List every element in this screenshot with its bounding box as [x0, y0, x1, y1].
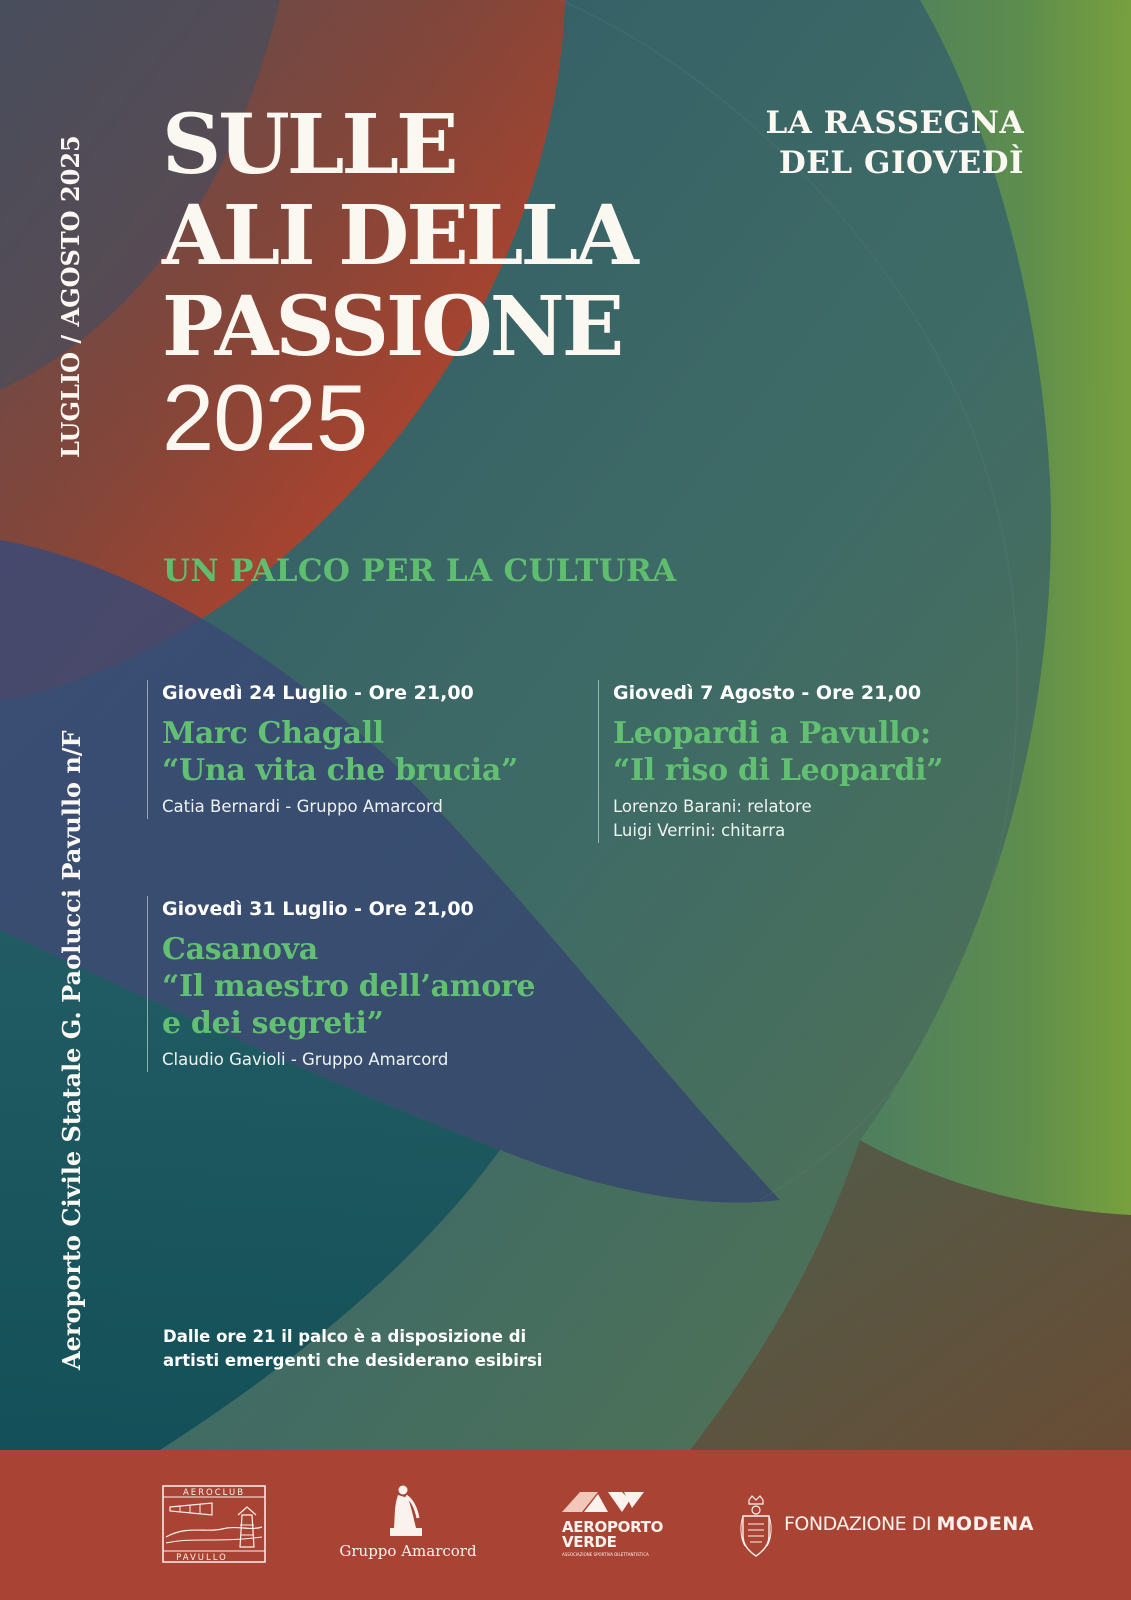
aeroverde-line: VERDE: [562, 1533, 617, 1551]
aeroporto-verde-logo: [562, 1488, 672, 1566]
fondazione-di-modena-logo: [738, 1494, 1038, 1560]
fondazione-prefix: FONDAZIONE DI: [784, 1513, 931, 1535]
aeroclub-bottom-text: PAVULLO: [176, 1553, 228, 1563]
fondazione-label: [784, 1513, 1034, 1535]
aeroclub-top-text: AEROCLUB: [182, 1488, 246, 1498]
event-card: [147, 680, 518, 819]
poster-year: 2025: [162, 365, 368, 470]
rassegna-label: [765, 103, 1024, 183]
event-title-line: Leopardi a Pavullo:: [613, 716, 931, 751]
event-person: Luigi Verrini: chitarra: [613, 821, 786, 840]
aeroclub-pavullo-logo: [162, 1485, 266, 1563]
event-card: [598, 680, 943, 843]
note-line: artisti emergenti che desiderano esibirsi: [163, 1351, 543, 1370]
title-line: PASSIONE: [162, 279, 622, 375]
modena-crest-icon: [738, 1494, 774, 1558]
event-date: Giovedì 31 Luglio - Ore 21,00: [162, 898, 474, 920]
side-venue-label: Aeroporto Civile Statale G. Paolucci Pavullo n/F: [57, 730, 86, 1370]
rassegna-line: LA RASSEGNA: [765, 105, 1024, 141]
aeroverde-line: AEROPORTO: [562, 1518, 664, 1536]
side-dates-label: LUGLIO / AGOSTO 2025: [56, 135, 85, 458]
aeroverde-name: [562, 1520, 663, 1550]
event-title-line: “Una vita che brucia”: [162, 753, 518, 788]
gruppo-amarcord-logo: [338, 1484, 478, 1564]
event-people: [613, 795, 943, 843]
event-date: Giovedì 24 Luglio - Ore 21,00: [162, 682, 474, 704]
aeroverde-subtitle: ASSOCIAZIONE SPORTIVA DILETTANTISTICA: [562, 1552, 649, 1557]
event-card: [147, 896, 535, 1072]
event-people: [162, 795, 518, 819]
event-person: Lorenzo Barani: relatore: [613, 797, 812, 816]
event-person: Claudio Gavioli - Gruppo Amarcord: [162, 1050, 449, 1069]
event-title-line: “Il maestro dell’amore: [162, 969, 536, 1004]
event-title-line: “Il riso di Leopardi”: [613, 753, 944, 788]
amarcord-statue-icon: [386, 1484, 430, 1540]
rassegna-line: DEL GIOVEDÌ: [778, 145, 1024, 181]
event-people: [162, 1048, 535, 1072]
event-title-line: Casanova: [162, 932, 318, 967]
poster-title: [162, 97, 636, 375]
fondazione-city: MODENA: [936, 1513, 1034, 1535]
title-line: SULLE: [162, 97, 456, 193]
aeroverde-mark-icon: [562, 1488, 644, 1514]
aeroclub-emblem-icon: [162, 1485, 266, 1563]
open-stage-note: [163, 1325, 542, 1373]
note-line: Dalle ore 21 il palco è a disposizione di: [163, 1327, 527, 1346]
event-title-line: Marc Chagall: [162, 716, 384, 751]
event-person: Catia Bernardi - Gruppo Amarcord: [162, 797, 443, 816]
event-title: [162, 715, 518, 789]
sponsor-logo-band: [0, 1450, 1131, 1600]
event-title-line: e dei segreti”: [162, 1006, 384, 1041]
event-date: Giovedì 7 Agosto - Ore 21,00: [613, 682, 922, 704]
title-line: ALI DELLA: [162, 188, 636, 284]
event-title: [162, 931, 535, 1042]
section-subtitle: UN PALCO PER LA CULTURA: [163, 553, 677, 589]
amarcord-label: Gruppo Amarcord: [339, 1542, 477, 1560]
event-title: [613, 715, 943, 789]
